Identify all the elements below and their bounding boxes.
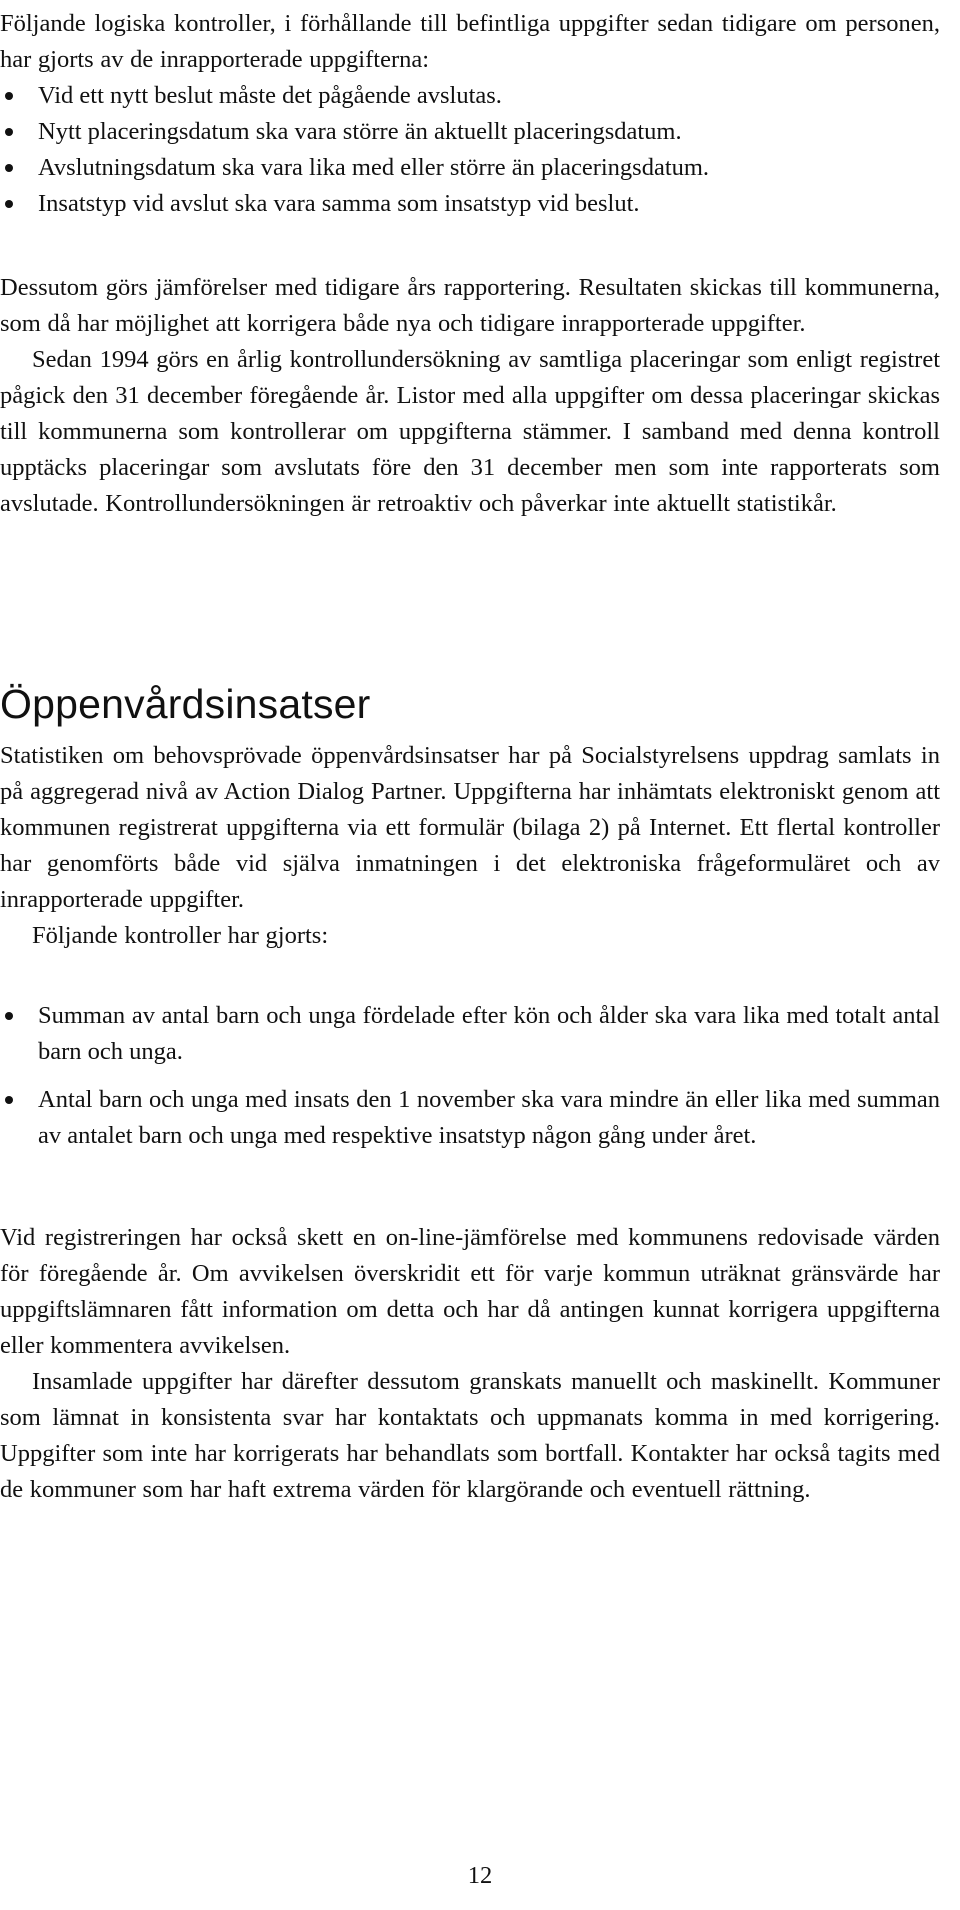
bullet-icon xyxy=(5,200,13,208)
bullet-icon xyxy=(5,128,13,136)
list-item-text: Nytt placeringsdatum ska vara större än aktuellt placeringsdatum. xyxy=(38,118,682,145)
logical-controls-list xyxy=(0,78,940,222)
section-heading: Öppenvårdsinsatser xyxy=(0,681,371,727)
list-item xyxy=(0,1082,940,1154)
section-open-care-body xyxy=(0,738,940,954)
list-item-text: Avslutningsdatum ska vara lika med eller större än placeringsdatum. xyxy=(38,154,710,181)
intro-paragraph: Följande logiska kontroller, i förhållande till befintliga uppgifter sedan tidigare om personen, har gjorts av de inrapporterade uppgifterna: xyxy=(0,10,940,73)
section-logical-controls xyxy=(0,6,940,222)
comparison-paragraph: Dessutom görs jämförelser med tidigare års rapportering. Resultaten skickas till kommunerna, som då har möjlighet att korrigera både nya och tidigare inrapporterade uppgifter. xyxy=(0,274,940,337)
section-open-care-controls xyxy=(0,998,940,1166)
open-care-controls-list xyxy=(0,998,940,1154)
section-comparisons xyxy=(0,270,940,522)
bullet-icon xyxy=(5,1012,13,1020)
list-item-text: Insatstyp vid avslut ska vara samma som insatstyp vid beslut. xyxy=(38,190,640,217)
bullet-icon xyxy=(5,92,13,100)
list-item xyxy=(0,114,940,150)
page-number: 12 xyxy=(467,1862,493,1889)
list-item-text: Summan av antal barn och unga fördelade efter kön och ålder ska vara lika med totalt antal barn och unga. xyxy=(38,1002,940,1065)
section-open-care xyxy=(0,680,940,728)
controls-intro-paragraph: Följande kontroller har gjorts: xyxy=(32,922,329,949)
since-1994-paragraph: Sedan 1994 görs en årlig kontrollundersökning av samtliga placeringar som enligt registret pågick den 31 december föregående år. Listor med alla uppgifter om dessa placeringar skickas till kommunerna som kontrollerar om uppgifterna stämmer. I samband med denna kontroll upptäcks placeringar som avslutats före den 31 december men som inte rapporterats som avslutade. Kontrollundersökningen är retroaktiv och påverkar inte aktuellt statistikår. xyxy=(0,346,940,517)
registration-paragraph: Vid registreringen har också skett en on-line-jämförelse med kommunens redovisade värden för föregående år. Om avvikelsen överskridit ett för varje kommun uträknat gränsvärde har uppgiftslämnaren fått information om detta och har då antingen kunnat korrigera uppgifterna eller kommentera avvikelsen. xyxy=(0,1224,940,1359)
bullet-icon xyxy=(5,1096,13,1104)
bullet-icon xyxy=(5,164,13,172)
list-item-text: Vid ett nytt beslut måste det pågående avslutas. xyxy=(38,82,502,109)
list-item xyxy=(0,78,940,114)
open-care-intro-paragraph: Statistiken om behovsprövade öppenvårdsinsatser har på Socialstyrelsens uppdrag samlats in på aggregerad nivå av Action Dialog Partner. Uppgifterna har inhämtats elektroniskt genom att kommunen registrerat uppgifterna via ett formulär (bilaga 2) på Internet. Ett flertal kontroller har genomförts både vid själva inmatningen i det elektroniska frågeformuläret och av inrapporterade uppgifter. xyxy=(0,742,940,913)
section-registration xyxy=(0,1220,940,1508)
manual-review-paragraph: Insamlade uppgifter har därefter dessutom granskats manuellt och maskinellt. Kommuner som lämnat in konsistenta svar har kontaktats och uppmanats komma in med korrigering. Uppgifter som inte har korrigerats har behandlats som bortfall. Kontakter har också tagits med de kommuner som har haft extrema värden för klargörande och eventuell rättning. xyxy=(0,1368,940,1503)
list-item xyxy=(0,998,940,1070)
list-item xyxy=(0,186,940,222)
list-item xyxy=(0,150,940,186)
list-item-text: Antal barn och unga med insats den 1 november ska vara mindre än eller lika med summan av antalet barn och unga med respektive insatstyp någon gång under året. xyxy=(38,1086,940,1149)
